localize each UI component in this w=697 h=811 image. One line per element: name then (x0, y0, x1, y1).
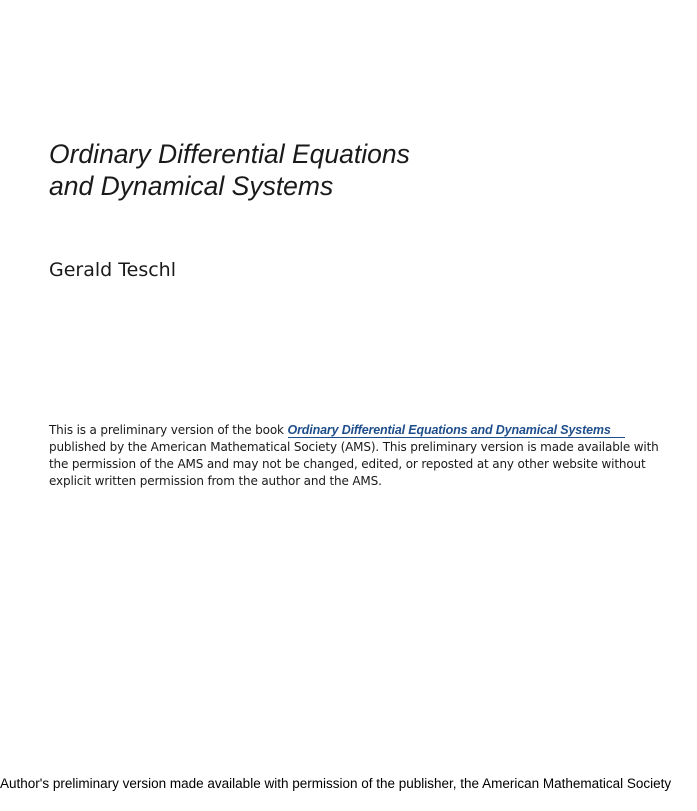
notice-line-1-prefix: This is a preliminary version of the book (49, 423, 288, 437)
notice-line-2: published by the American Mathematical Society (AMS). This preliminary version is made available with (49, 440, 659, 454)
notice-line-1 (49, 422, 649, 439)
book-title (49, 138, 410, 202)
notice-line-3: the permission of the AMS and may not be changed, edited, or reposted at any other website without (49, 457, 646, 471)
notice-line-4: explicit written permission from the author and the AMS. (49, 474, 382, 488)
footer-permission-note: Author's preliminary version made available with permission of the publisher, the American Mathematical Society (0, 776, 672, 791)
preliminary-notice (49, 422, 659, 490)
author-name: Gerald Teschl (49, 259, 176, 281)
title-line-1: Ordinary Differential Equations (49, 139, 410, 169)
book-link[interactable]: Ordinary Differential Equations and Dynamical Systems (288, 423, 625, 438)
title-line-2: and Dynamical Systems (49, 171, 334, 201)
